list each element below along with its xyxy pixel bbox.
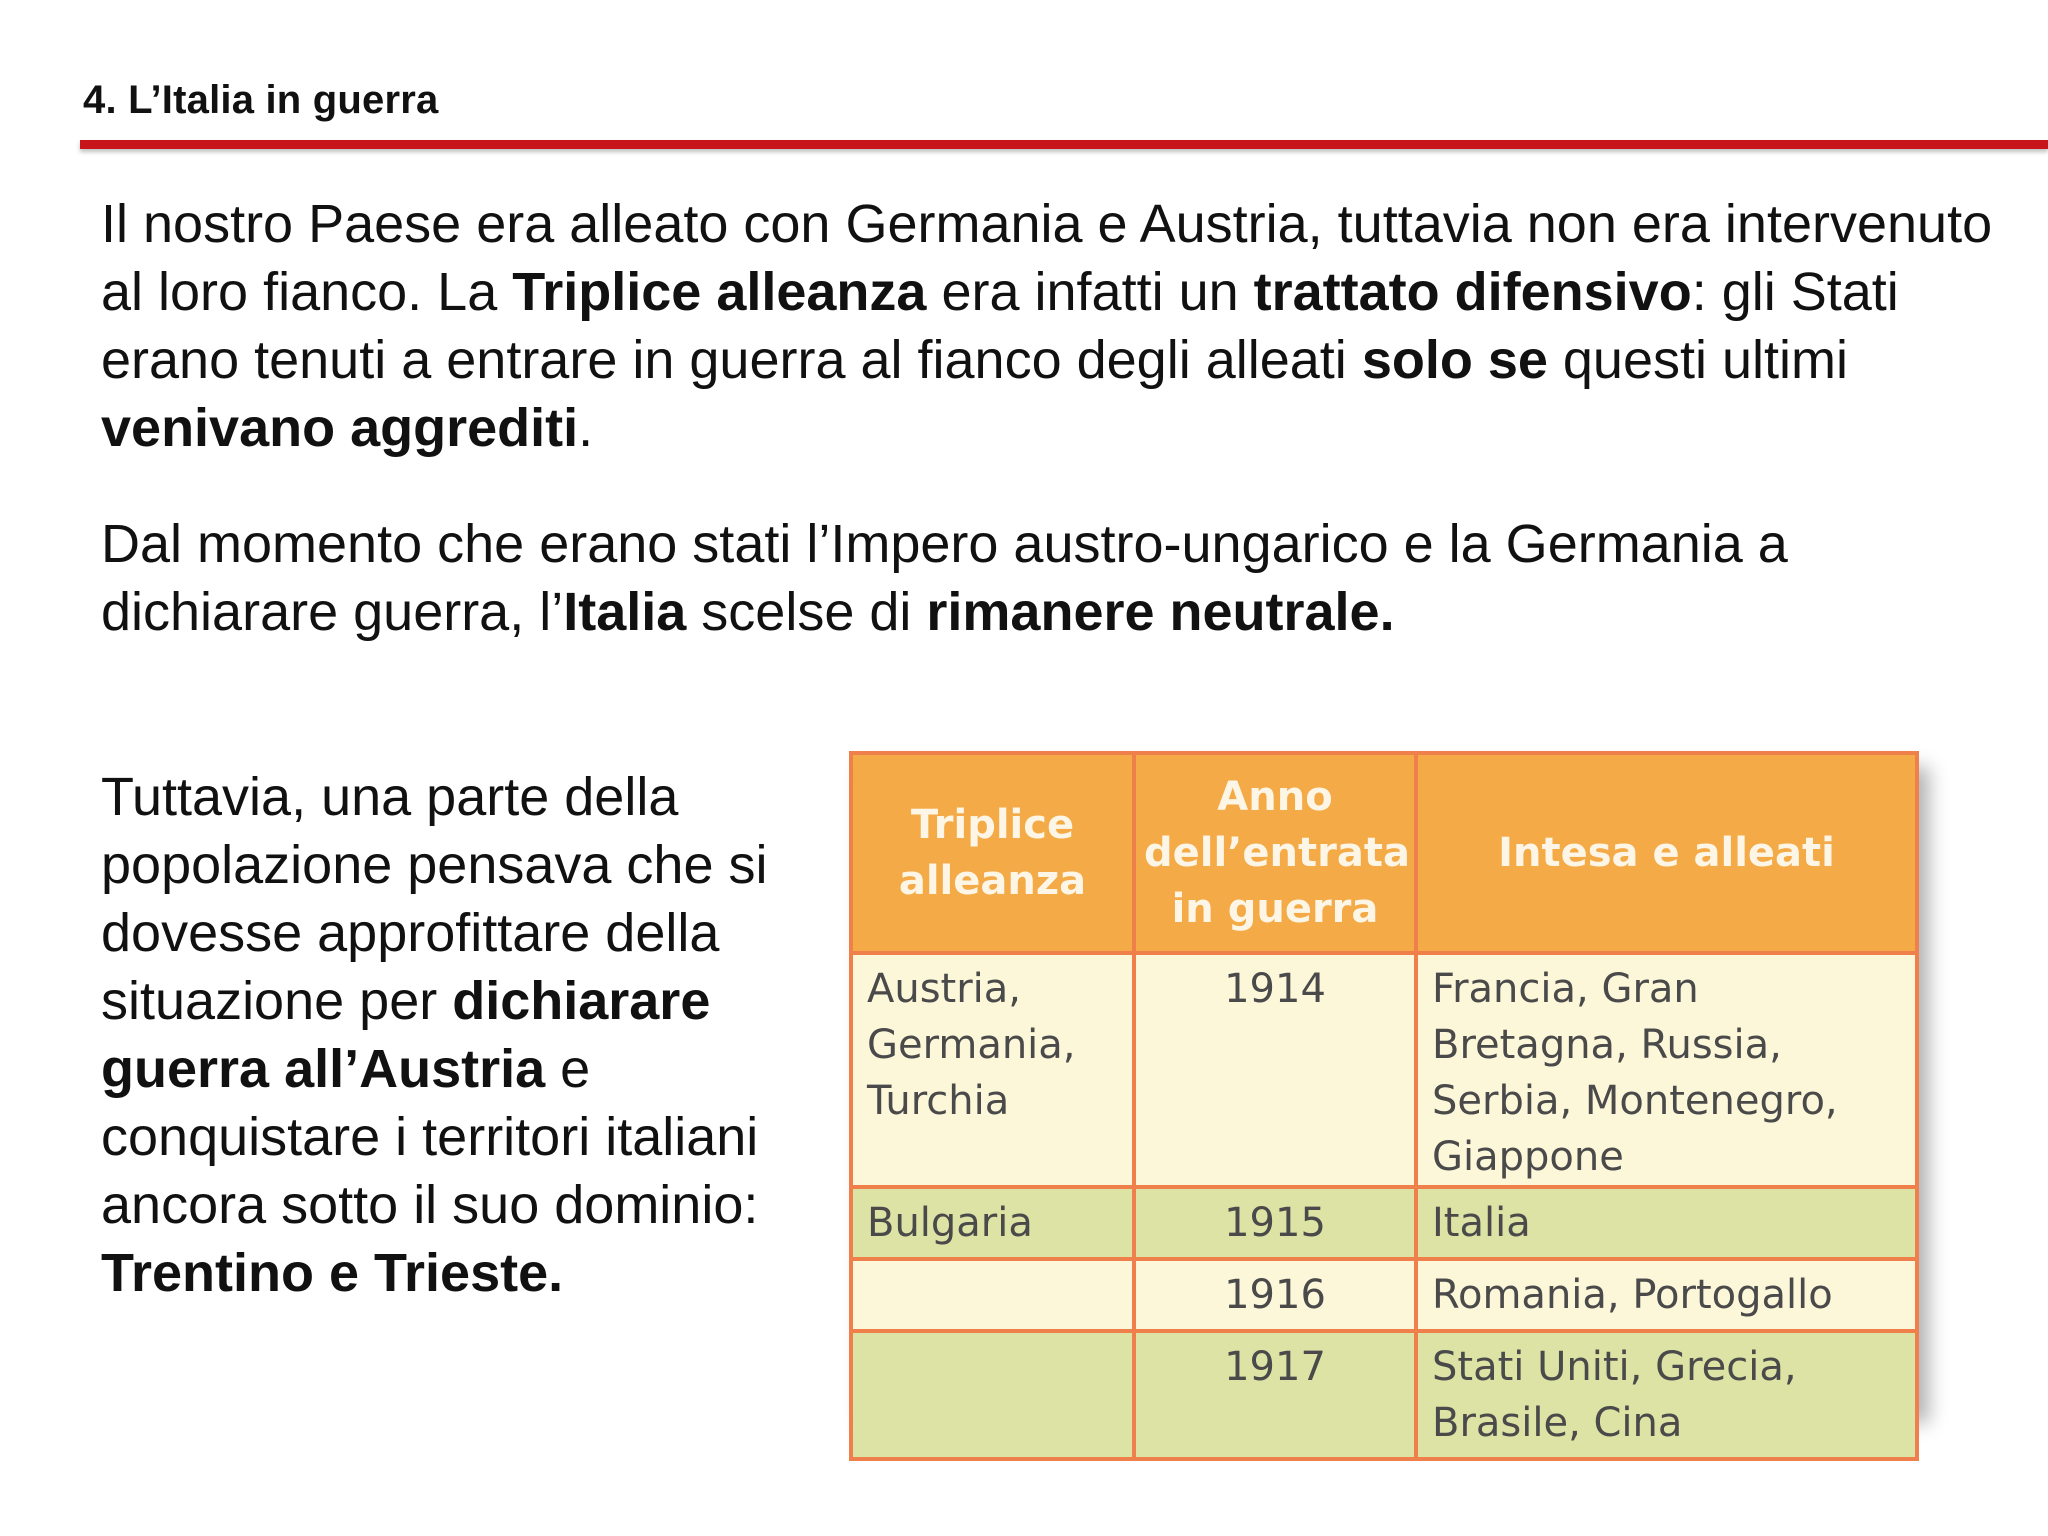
column-header-triplice: Triplice alleanza (851, 753, 1134, 953)
paragraph-interventionism (101, 763, 821, 1307)
paragraph-text: era infatti un (926, 262, 1254, 322)
table-row (851, 1187, 1917, 1259)
bold-term: trattato difensivo (1253, 262, 1692, 322)
cell-triplice (851, 1331, 1134, 1459)
alliances-table (849, 751, 1919, 1461)
paragraph-text: Tuttavia, una parte della popolazione pensava che si dovesse approfittare della situazione per (101, 767, 768, 1031)
bold-term: Triplice alleanza (512, 262, 927, 322)
slide-title: 4. L’Italia in guerra (83, 78, 439, 122)
cell-anno: 1916 (1134, 1259, 1416, 1331)
table-row (851, 1331, 1917, 1459)
table-row (851, 1259, 1917, 1331)
cell-intesa: Francia, Gran Bretagna, Russia, Serbia, Montenegro, Giappone (1416, 953, 1917, 1187)
paragraph-text: : gli Stati erano tenuti a entrare in guerra al fianco degli alleati (101, 262, 1899, 390)
cell-anno: 1914 (1134, 953, 1416, 1187)
bold-term: Italia (563, 582, 687, 642)
cell-intesa: Stati Uniti, Grecia, Brasile, Cina (1416, 1331, 1917, 1459)
column-header-anno: Anno dell’entrata in guerra (1134, 753, 1416, 953)
paragraph-text: e conquistare i territori italiani ancora sotto il suo dominio: (101, 1039, 759, 1235)
cell-intesa: Italia (1416, 1187, 1917, 1259)
paragraph-text: questi ultimi (1547, 330, 1849, 390)
alliances-table-container (849, 751, 1915, 1446)
table-header-row (851, 753, 1917, 953)
paragraph-text: Dal momento che erano stati l’Impero austro-ungarico e la Germania a dichiarare guerra, l’ (101, 514, 1788, 642)
bold-term: rimanere neutrale. (926, 582, 1395, 642)
paragraph-neutrality (101, 510, 2031, 646)
cell-triplice (851, 1259, 1134, 1331)
cell-anno: 1917 (1134, 1331, 1416, 1459)
paragraph-text: Il nostro Paese era alleato con Germania e Austria, tuttavia non era intervenuto al loro fianco. La (101, 194, 1993, 322)
cell-anno: 1915 (1134, 1187, 1416, 1259)
title-divider (80, 140, 2048, 149)
bold-term: dichiarare guerra all’Austria (101, 971, 711, 1099)
bold-term: solo se (1361, 330, 1548, 390)
bold-term: Trentino e Trieste. (101, 1243, 564, 1303)
cell-intesa: Romania, Portogallo (1416, 1259, 1917, 1331)
paragraph-text: . (578, 398, 594, 458)
cell-triplice: Bulgaria (851, 1187, 1134, 1259)
column-header-intesa: Intesa e alleati (1416, 753, 1917, 953)
table-row (851, 953, 1917, 1187)
bold-term: venivano aggrediti (101, 398, 579, 458)
cell-triplice: Austria, Germania, Turchia (851, 953, 1134, 1187)
paragraph-alliance (101, 190, 2031, 462)
paragraph-text: scelse di (686, 582, 927, 642)
